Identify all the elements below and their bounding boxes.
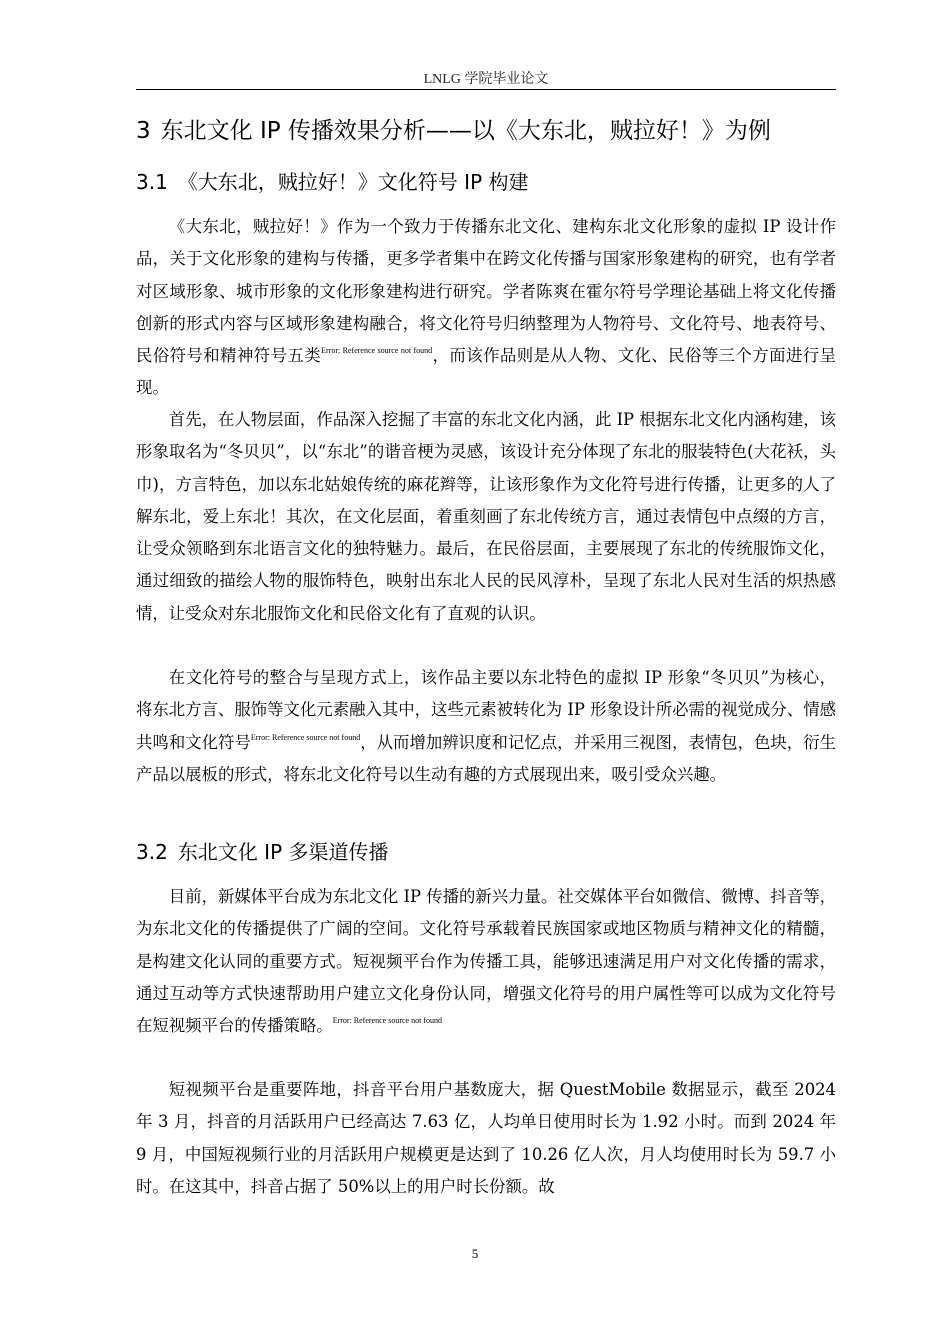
paragraph-text: 首先，在人物层面，作品深入挖掘了丰富的东北文化内涵，此 IP 根据东北文化内涵构建，该形象取名为“冬贝贝”，以“东北”的谐音梗为灵感，该设计充分体现了东北的服装特色(大花袄，头巾)，方言特色，加以东北姑娘传统的麻花辫等，让该形象作为文化符号进行传播，让更多的人了解东北，爱上东北！其次，在文化层面，着重刻画了东北传统方言，通过表情包中点缀的方言，让受众领略到东北语言文化的独特魅力。最后，在民俗层面，主要展现了东北的传统服饰文化，通过细致的描绘人物的服饰特色，映射出东北人民的民风淳朴，呈现了东北人民对生活的炽热感情，让受众对东北服饰文化和民俗文化有了直观的认识。 [136,410,836,623]
section-title: 《大东北，贼拉好！》文化符号 IP 构建 [177,170,529,194]
paragraph-text: 在文化符号的整合与呈现方式上，该作品主要以东北特色的虚拟 IP 形象“冬贝贝”为核心，将东北方言、服饰等文化元素融入其中，这些元素被转化为 IP 形象设计所必需的视觉成分、情感共鸣和文化符号 [136,668,836,752]
paragraph-text: 短视频平台是重要阵地，抖音平台用户基数庞大，据 QuestMobile 数据显示，截至 2024 年 3 月，抖音的月活跃用户已经高达 7.63 亿，人均单日使用时长为 1.92 小时。而到 2024 年 9 月，中国短视频行业的月活跃用户规模更是达到了 10.26 亿人次，月人均使用时长为 59.7 小时。在这其中，抖音占据了 50%以上的用户时长份额。故 [136,1080,836,1196]
paragraph-4 [136,881,836,1042]
page-header: LNLG 学院毕业论文 [423,72,549,87]
paragraph-1 [136,211,836,405]
chapter-number: 3 [136,118,151,144]
paragraph-2 [136,404,836,630]
paragraph-text: 《大东北，贼拉好！》作为一个致力于传播东北文化、建构东北文化形象的虚拟 IP 设计作品，关于文化形象的建构与传播，更多学者集中在跨文化传播与国家形象建构的研究，也有学者对区域形象、城市形象的文化形象建构进行研究。学者陈爽在霍尔符号学理论基础上将文化传播创新的形式内容与区域形象建构融合，将文化符号归纳整理为人物符号、文化符号、地表符号、民俗符号和精神符号五类 [136,217,836,366]
section-number: 3.1 [136,170,168,194]
reference-error: Error: Reference source not found [332,1016,442,1026]
chapter-title: 东北文化 IP 传播效果分析——以《大东北，贼拉好！》为例 [160,118,771,144]
section-number: 3.2 [136,840,168,864]
reference-error: Error: Reference source not found [321,346,433,356]
paragraph-text-tail: ，从而增加辨识度和记忆点，并采用三视图，表情包，色块，衍生产品以展板的形式，将东北文化符号以生动有趣的方式展现出来，吸引受众兴趣。 [136,732,837,784]
page-number: 5 [471,1246,479,1261]
reference-error: Error: Reference source not found [250,732,361,742]
chapter-heading [136,116,856,146]
header-rule [136,89,836,90]
section-heading-3-2 [136,838,389,866]
paragraph-text-tail: ，而该作品则是从人物、文化、民俗等三个方面进行呈现。 [136,346,837,398]
paragraph-text: 目前，新媒体平台成为东北文化 IP 传播的新兴力量。社交媒体平台如微信、微博、抖音等，为东北文化的传播提供了广阔的空间。文化符号承载着民族国家或地区物质与精神文化的精髓，是构建文化认同的重要方式。短视频平台作为传播工具，能够迅速满足用户对文化传播的需求，通过互动等方式快速帮助用户建立文化身份认同，增强文化符号的用户属性等可以成为文化符号在短视频平台的传播策略。 [136,887,836,1036]
paragraph-3 [136,662,836,791]
section-heading-3-1 [136,168,529,196]
paragraph-5 [136,1074,836,1203]
section-title: 东北文化 IP 多渠道传播 [177,840,389,864]
